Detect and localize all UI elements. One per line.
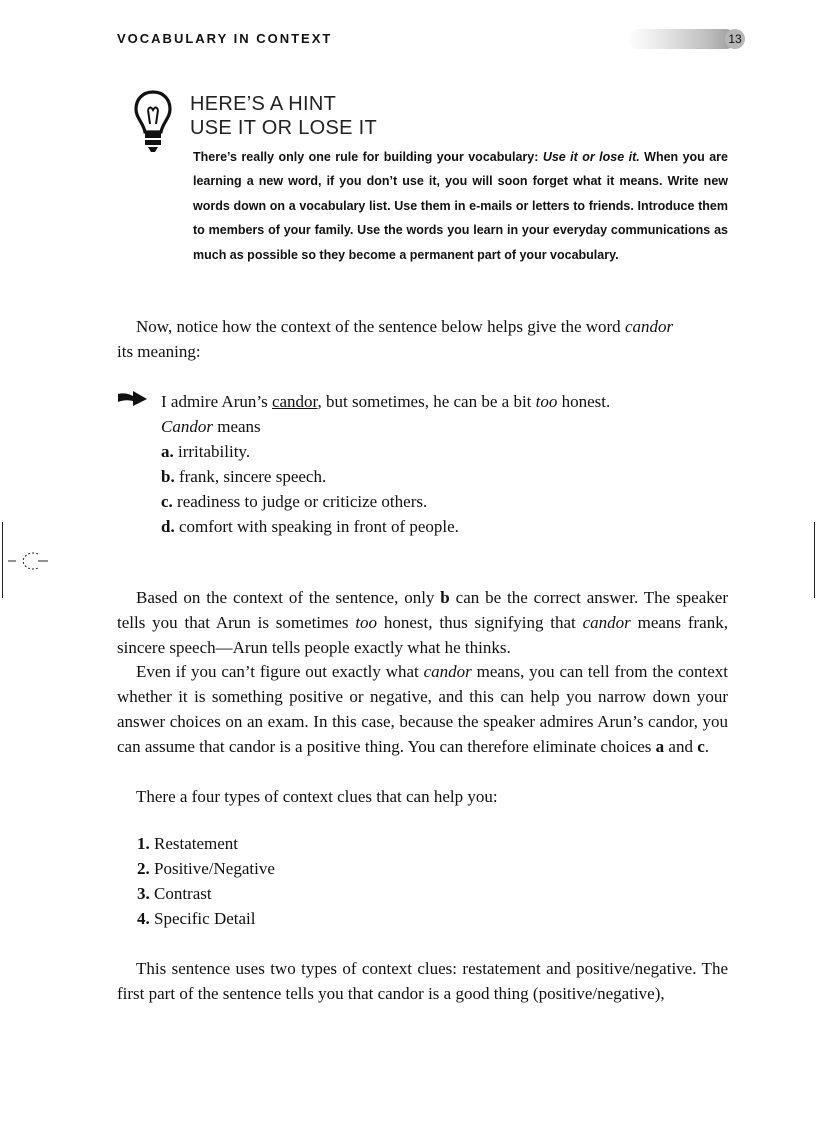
- list-label: Contrast: [149, 884, 212, 903]
- list-item: [137, 906, 275, 931]
- option-text: irritability.: [173, 442, 251, 461]
- explanation-text: Based on the context of the sentence, only: [136, 588, 441, 607]
- list-number: 1.: [137, 834, 150, 853]
- example-text-c: honest.: [557, 392, 611, 411]
- explanation-paragraph-2: [117, 659, 728, 759]
- list-number: 2.: [137, 859, 150, 878]
- intro-line-2: its meaning:: [117, 342, 201, 361]
- option-text: comfort with speaking in front of people.: [174, 517, 459, 536]
- option-c: [161, 489, 610, 514]
- page-number: 13: [728, 32, 742, 46]
- list-label: Specific Detail: [149, 909, 256, 928]
- closing-paragraph: This sentence uses two types of context clues: restatement and positive/negative. The first part of the sentence tells you that candor is a good thing (positive/negative),: [117, 959, 728, 1003]
- list-item: [137, 856, 275, 881]
- crop-mark-right: [814, 522, 815, 598]
- example-prompt-rest: means: [212, 417, 261, 436]
- list-number: 3.: [137, 884, 150, 903]
- hint-heading: [190, 92, 377, 140]
- explanation-text: can be the correct answer. The speaker tells you that Arun is sometimes: [117, 588, 728, 632]
- option-letter: b.: [161, 467, 175, 486]
- explanation-text: honest, thus signifying that: [377, 613, 583, 632]
- option-letter: d.: [161, 517, 175, 536]
- list-label: Restatement: [149, 834, 239, 853]
- hint-heading-line2: USE IT OR LOSE IT: [190, 117, 377, 139]
- explanation-paragraph-1: [117, 585, 728, 660]
- explanation-text: and: [664, 737, 698, 756]
- example-prompt-term: Candor: [161, 417, 213, 436]
- example-text-a: I admire Arun’s: [161, 392, 272, 411]
- list-label: Positive/Negative: [149, 859, 275, 878]
- list-item: [137, 881, 275, 906]
- explanation-term: candor: [582, 613, 631, 632]
- hint-body: [193, 145, 728, 267]
- hint-body-text-cont: When you are learning a new word, if you don’t use it, you will soon forget what it means. Write new words down on a vocabulary list. Use them in e-mails or letters to friends. Introduce them to members of your family. Use the words you learn in your everyday communications as much as possible so they become a permanent part of your vocabulary.: [193, 150, 728, 262]
- choice-letter: a: [655, 737, 665, 756]
- clue-type-list: [137, 831, 275, 931]
- intro-term: candor: [624, 317, 674, 336]
- hint-heading-line1: HERE’S A HINT: [190, 93, 337, 115]
- explanation-paragraph-3: There a four types of context clues that can help you:: [136, 787, 498, 806]
- explanation-text: means frank, sincere speech—Arun tells people exactly what he thinks.: [117, 613, 728, 657]
- list-number: 4.: [137, 909, 150, 928]
- list-item: [137, 831, 275, 856]
- light-bulb-icon: [133, 88, 173, 154]
- intro-text: Now, notice how the context of the sentence below helps give the word: [136, 317, 625, 336]
- explanation-emphasis: too: [355, 613, 378, 632]
- explanation-text: means, you can tell from the context whether it is something positive or negative, and this can help you narrow down your answer choices on an exam. In this case, because the speaker admires Arun’s candor, you can assume that candor is a positive thing. You can therefore eliminate choices: [117, 662, 728, 756]
- hint-body-emphasis: Use it or lose it.: [542, 150, 640, 164]
- example-sentence: [161, 389, 610, 414]
- arrow-right-icon: [117, 389, 149, 407]
- example-block: [161, 389, 610, 539]
- hint-body-text: There’s really only one rule for building your vocabulary:: [193, 150, 543, 164]
- option-a: [161, 439, 610, 464]
- crop-mark-left: [2, 522, 3, 598]
- intro-line-1: [117, 314, 728, 339]
- example-prompt: [161, 414, 610, 439]
- registration-mark-icon: [8, 551, 50, 571]
- example-emphasis: too: [535, 392, 558, 411]
- option-text: frank, sincere speech.: [174, 467, 327, 486]
- option-letter: a.: [161, 442, 174, 461]
- option-text: readiness to judge or criticize others.: [172, 492, 428, 511]
- option-b: [161, 464, 610, 489]
- option-d: [161, 514, 610, 539]
- explanation-text: .: [704, 737, 709, 756]
- answer-letter: b: [440, 588, 450, 607]
- option-letter: c.: [161, 492, 173, 511]
- example-target-word: candor: [271, 392, 318, 411]
- explanation-term: candor: [423, 662, 472, 681]
- running-head: VOCABULARY IN CONTEXT: [117, 31, 333, 46]
- intro-paragraph: [117, 314, 728, 364]
- explanation-text: Even if you can’t figure out exactly what: [136, 662, 424, 681]
- choice-letter: c: [697, 737, 705, 756]
- example-text-b: , but sometimes, he can be a bit: [317, 392, 536, 411]
